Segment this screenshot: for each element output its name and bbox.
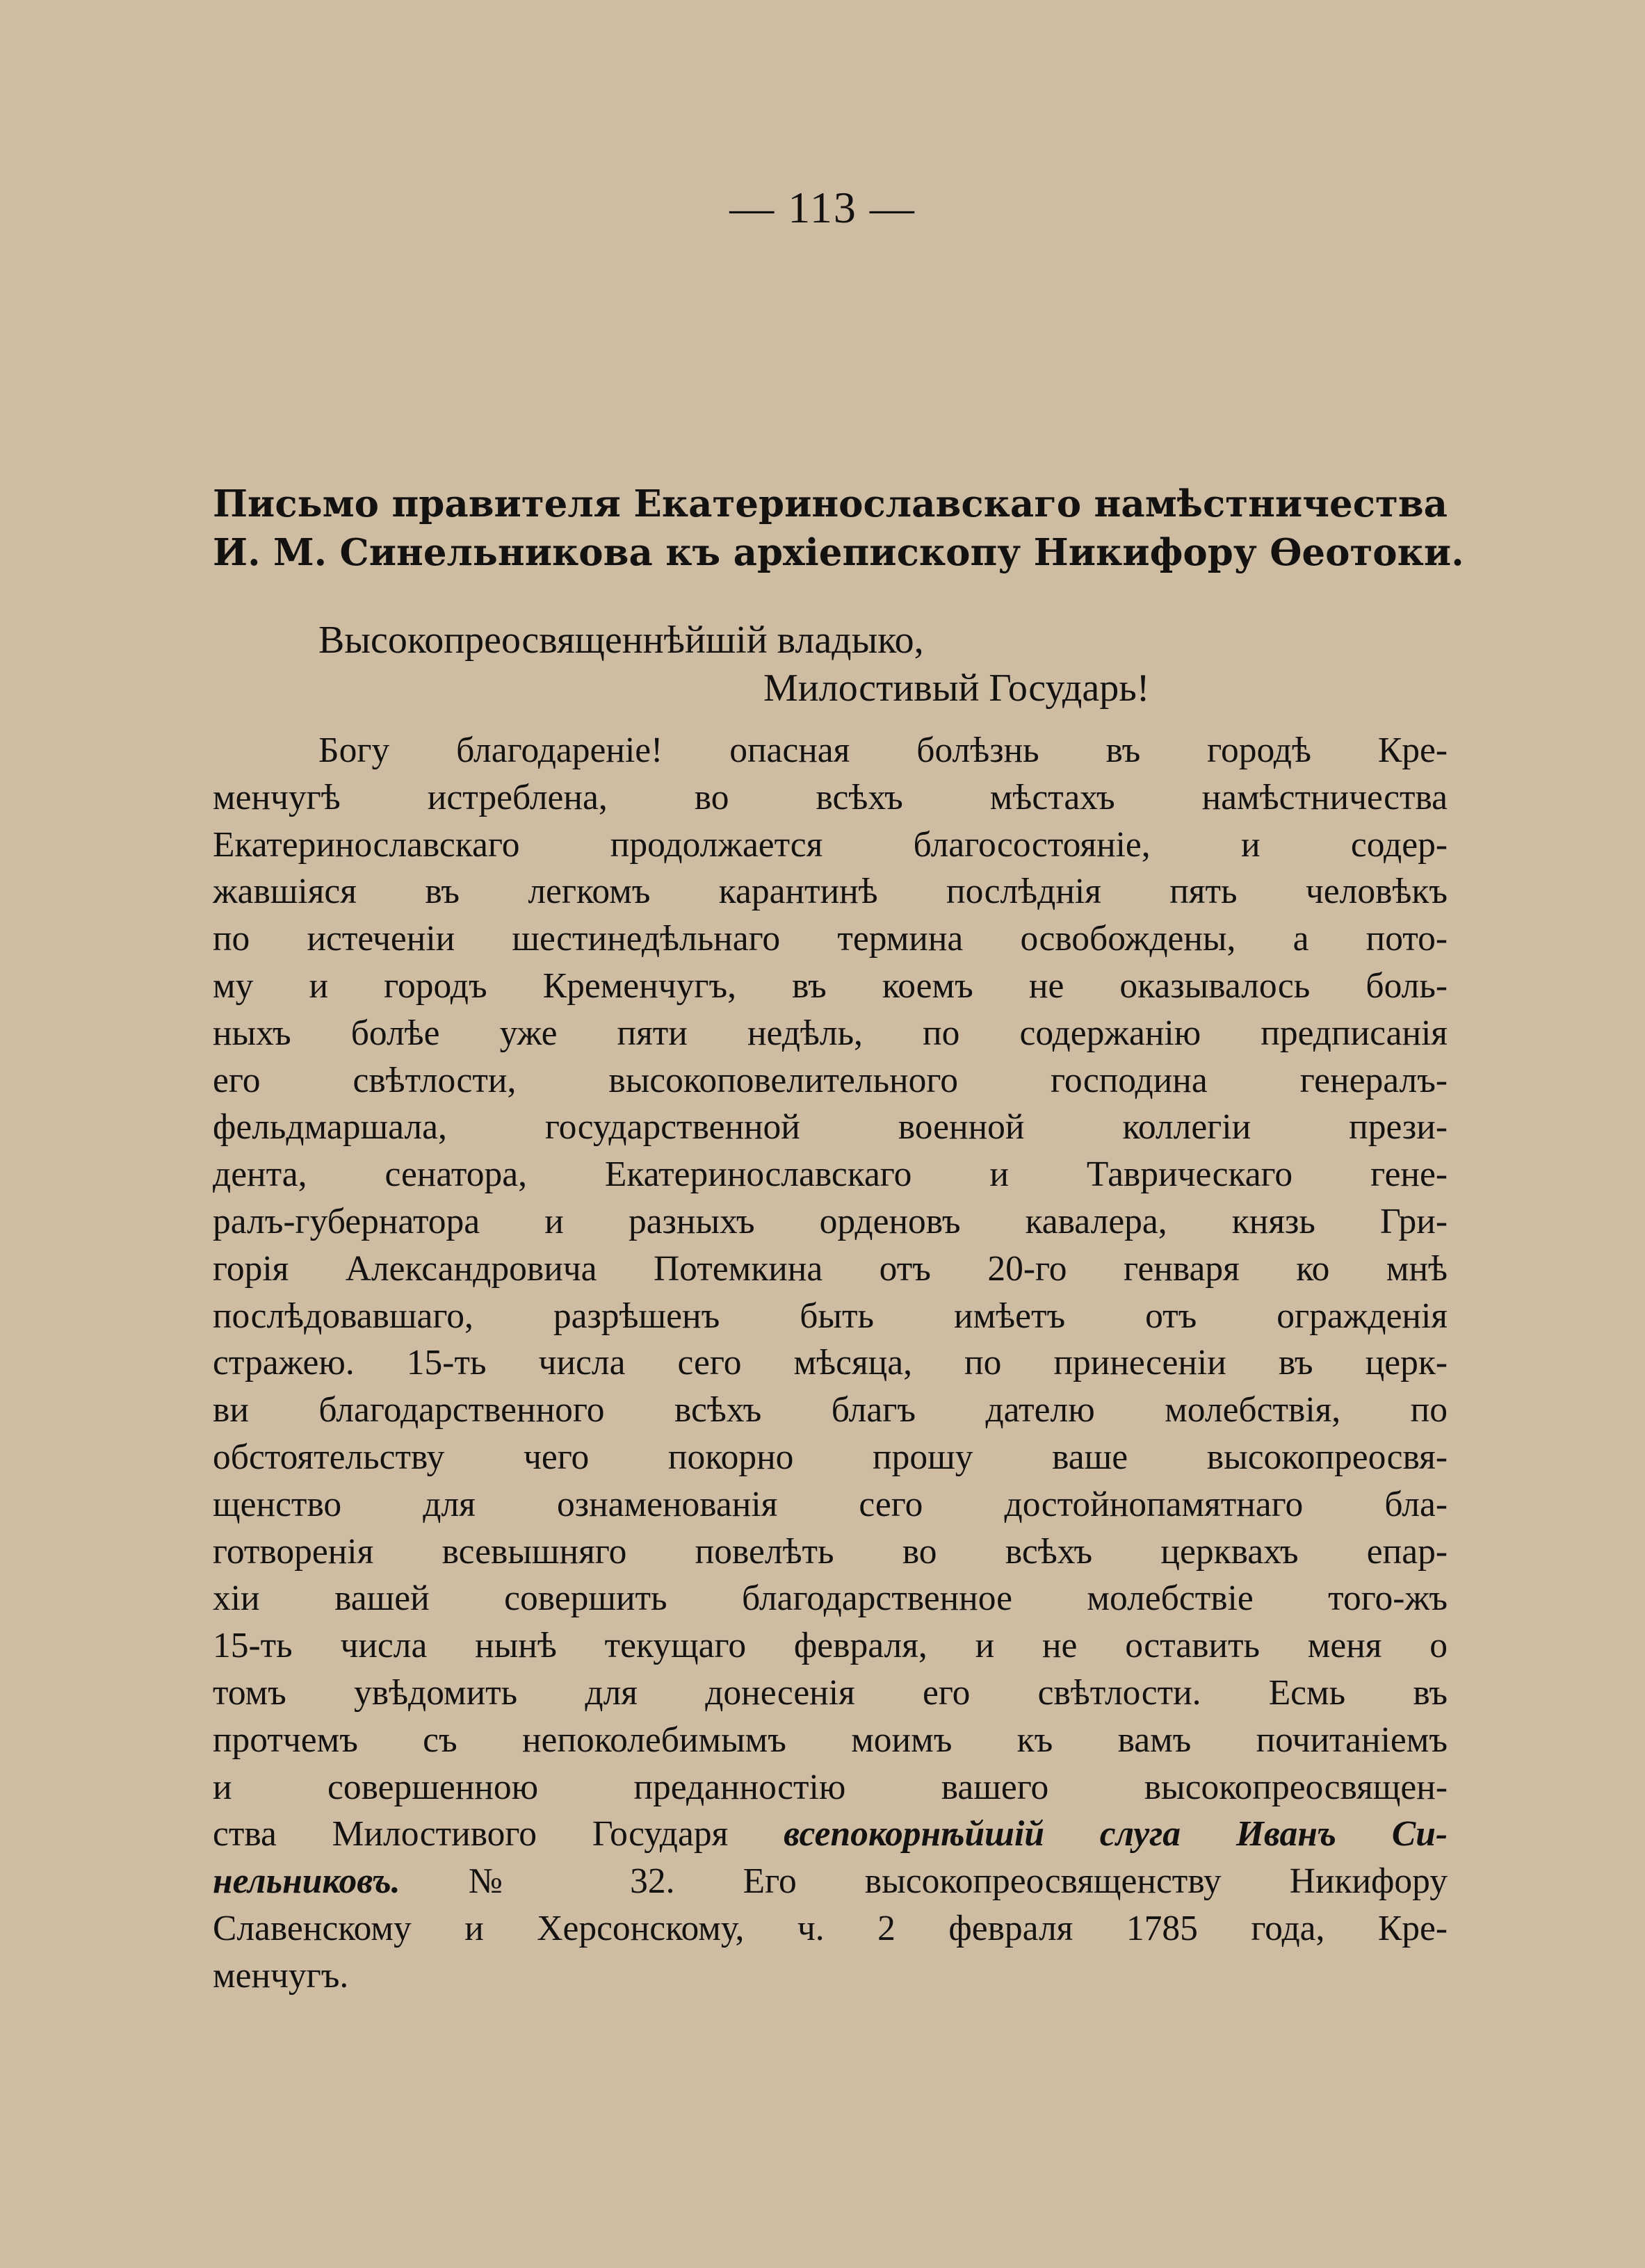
body-line-with-signature bbox=[213, 1858, 1448, 1905]
salutation-line-2: Милостивый Государь! bbox=[763, 667, 1150, 710]
closing-line-1: № 32. Его высокопреосвященству Никифору bbox=[468, 1861, 1448, 1902]
body-line: Богу благодареніе! опасная болѣзнь въ городѣ Кре- bbox=[318, 731, 1448, 770]
body-line: жавшіяся въ легкомъ карантинѣ послѣднія пять человѣкъ bbox=[213, 872, 1448, 912]
page-number: — 113 — bbox=[729, 183, 916, 232]
body-line: обстоятельству чего покорно прошу ваше высокопреосвя- bbox=[213, 1437, 1448, 1477]
body-line-text: ства Милостивого Государя bbox=[213, 1814, 729, 1854]
body-line: менчугѣ истреблена, во всѣхъ мѣстахъ намѣстничества bbox=[213, 777, 1448, 817]
body-line: стражею. 15-ть числа сего мѣсяца, по принесеніи въ церк- bbox=[213, 1343, 1448, 1383]
body-line: хіи вашей совершить благодарственное молебствіе того-жъ bbox=[213, 1578, 1448, 1619]
body-line: 15-ть числа нынѣ текущаго февраля, и не оставить меня о bbox=[213, 1626, 1448, 1666]
letter-title bbox=[213, 480, 1464, 577]
body-line: щенство для ознаменованія сего достойнопамятнаго бла- bbox=[213, 1484, 1448, 1524]
body-line: по истеченіи шестинедѣльнаго термина освобождены, а пото- bbox=[213, 919, 1448, 959]
body-line: фельдмаршала, государственной военной коллегіи прези- bbox=[213, 1107, 1448, 1148]
closing-line-2: Славенскому и Херсонскому, ч. 2 февраля 1785 года, Кре- bbox=[213, 1908, 1448, 1948]
letter-body bbox=[213, 727, 1448, 2000]
title-line-2: И. М. Синельникова къ архіепископу Никифору Өеотоки. bbox=[213, 531, 1464, 574]
body-line: горія Александровича Потемкина отъ 20-го генваря ко мнѣ bbox=[213, 1248, 1448, 1289]
closing-line-3: менчугъ. bbox=[213, 1955, 349, 1996]
body-line-with-signature bbox=[213, 1811, 1448, 1858]
body-line: му и городъ Кременчугъ, въ коемъ не оказывалось боль- bbox=[213, 965, 1448, 1006]
signature-part-1: всепокорнѣйшій слуга Иванъ Си- bbox=[784, 1814, 1448, 1854]
body-line: ви благодарственного всѣхъ благъ дателю молебствія, по bbox=[213, 1390, 1448, 1430]
body-line: протчемъ съ непоколебимымъ моимъ къ вамъ почитаніемъ bbox=[213, 1720, 1448, 1760]
salutation-line-1: Высокопреосвященнѣйшій владыко, bbox=[318, 619, 924, 662]
body-line: ралъ-губернатора и разныхъ орденовъ кавалера, князь Гри- bbox=[213, 1201, 1448, 1241]
body-line: и совершенною преданностію вашего высокопреосвящен- bbox=[213, 1767, 1448, 1807]
body-line: дента, сенатора, Екатеринославскаго и Таврическаго гене- bbox=[213, 1155, 1448, 1195]
body-line: Екатеринославскаго продолжается благосостояніе, и содер- bbox=[213, 824, 1448, 865]
signature-part-2: нельниковъ. bbox=[213, 1861, 400, 1902]
body-line: томъ увѣдомить для донесенія его свѣтлости. Есмь въ bbox=[213, 1672, 1448, 1713]
body-line: готворенія всевышняго повелѣть во всѣхъ церквахъ епар- bbox=[213, 1531, 1448, 1572]
body-line: ныхъ болѣе уже пяти недѣль, по содержанію предписанія bbox=[213, 1013, 1448, 1053]
body-line: его свѣтлости, высокоповелительного господина генералъ- bbox=[213, 1060, 1448, 1100]
body-line: послѣдовавшаго, разрѣшенъ быть имѣетъ отъ огражденія bbox=[213, 1296, 1448, 1336]
title-line-1: Письмо правителя Екатеринославскаго намѣстничества bbox=[213, 482, 1448, 525]
